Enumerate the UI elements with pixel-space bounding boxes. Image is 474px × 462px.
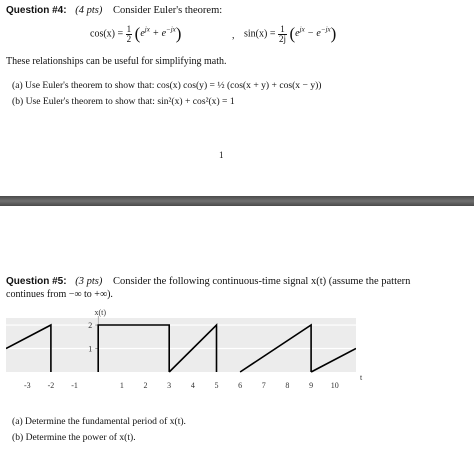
plot-background bbox=[6, 318, 356, 372]
equation-separator: , bbox=[232, 30, 235, 41]
question-4-intro: Consider Euler's theorem: bbox=[112, 5, 223, 16]
sin-lhs: sin(x) = bbox=[244, 28, 276, 40]
chart-title: x(t) bbox=[94, 308, 107, 317]
question-4-heading bbox=[6, 4, 222, 17]
cos-lhs: cos(x) = bbox=[90, 28, 124, 40]
fraction-numerator: 1 bbox=[278, 25, 287, 35]
question-5-label: Question #5: bbox=[6, 276, 67, 287]
page-number: 1 bbox=[219, 150, 224, 160]
page-divider bbox=[0, 196, 474, 206]
question-4-part-a: (a) Use Euler's theorem to show that: cos(x) cos(y) = ½ (cos(x + y) + cos(x − y)) bbox=[12, 80, 322, 91]
y-tick-label: 2 bbox=[88, 321, 93, 331]
question-5-part-b: (b) Determine the power of x(t). bbox=[12, 432, 136, 443]
question-5-heading bbox=[6, 275, 410, 288]
x-axis-label: t bbox=[360, 373, 363, 382]
question-5-part-a: (a) Determine the fundamental period of x(t). bbox=[12, 416, 186, 427]
y-tick-label: 1 bbox=[88, 344, 93, 354]
fraction-numerator: 1 bbox=[126, 23, 132, 34]
x-tick-label: 5 bbox=[214, 381, 219, 390]
x-tick-label: 2 bbox=[143, 381, 148, 390]
x-tick-label: 3 bbox=[167, 381, 172, 390]
x-tick-label: 1 bbox=[119, 381, 124, 390]
cos-half-fraction bbox=[126, 25, 133, 44]
sin-fraction bbox=[278, 25, 287, 44]
x-tick-label: 4 bbox=[190, 381, 195, 390]
question-5-intro-continued: continues from −∞ to +∞). bbox=[6, 289, 113, 300]
question-5-intro: Consider the following continuous-time signal x(t) (assume the pattern bbox=[112, 276, 411, 287]
signal-plot bbox=[0, 304, 474, 398]
x-tick-label: 7 bbox=[261, 381, 266, 390]
x-tick-label: 8 bbox=[285, 381, 290, 390]
euler-note: These relationships can be useful for simplifying math. bbox=[6, 56, 227, 67]
x-tick-label: -3 bbox=[23, 381, 31, 390]
cos-body: $e^{jx} + e^{-jx}$ bbox=[140, 25, 176, 40]
sin-body: $e^{jx} - e^{-jx}$ bbox=[295, 25, 331, 40]
question-4-part-b: (b) Use Euler's theorem to show that: sin²(x) + cos²(x) = 1 bbox=[12, 96, 235, 107]
euler-sin-equation: sin(x) = $\frac{1}{2j}$ $(e^{jx} - e^{-jx})$ bbox=[244, 23, 337, 44]
question-4-points: (4 pts) bbox=[75, 5, 103, 16]
x-tick-label: -2 bbox=[47, 381, 55, 390]
fraction-denominator: 2j bbox=[278, 33, 286, 44]
fraction-denominator: 2 bbox=[126, 33, 132, 44]
x-tick-label: 10 bbox=[330, 381, 339, 390]
x-tick-label: 6 bbox=[238, 381, 243, 390]
question-5-points: (3 pts) bbox=[75, 276, 103, 287]
x-tick-label: -1 bbox=[71, 381, 78, 390]
x-tick-label: 9 bbox=[309, 381, 314, 390]
question-4-label: Question #4: bbox=[6, 5, 67, 16]
euler-cos-equation: cos(x) = $\frac{1}{2}$ $(e^{jx} + e^{-jx})$ bbox=[90, 23, 182, 44]
